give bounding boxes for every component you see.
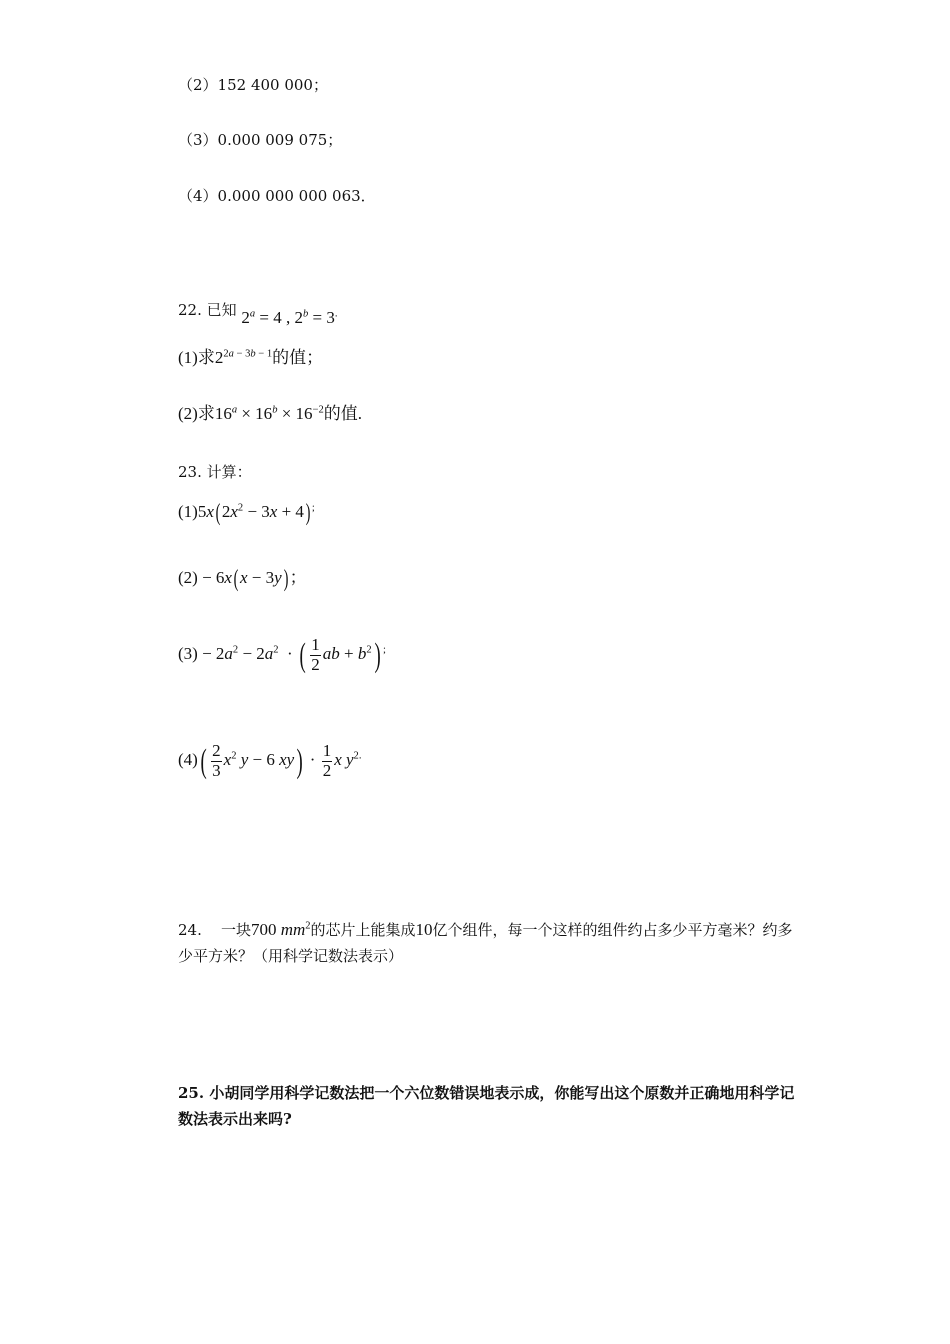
q23-p2-render: (2) − 6x(x − 3y)； [178, 566, 307, 592]
q22-part2-expr: $16^a \times 16^b \times 16^{-2}$ [214, 404, 324, 423]
q22-part1-label: (1)求 [178, 348, 215, 367]
q23-part-4 [178, 742, 361, 780]
q24-area: 700 $mm^2$ [250, 920, 311, 939]
q21-item-4: （4）0.000 000 000 063． [178, 187, 376, 205]
q24-text-pre: 一块 [220, 921, 251, 939]
q23-part-3 [178, 636, 386, 674]
q23-p4-render: (4)( $\frac{2}{3}$ $x^2$ y − 6 xy) · $\frac{1}{2}$ x $y^{2.}$ [178, 741, 362, 781]
q23-part-2 [178, 566, 307, 592]
q22-part1-expr: $2^{2a - 3b - 1}$ [214, 348, 273, 367]
q23-p3-render: $(3) - 2a^2 - 2a^2$ · ( $\frac{1}{2}$ ab + $b^2$) ; [178, 635, 386, 675]
q22-part1-tail: 的值； [272, 348, 324, 367]
q22-part-1 [178, 348, 323, 368]
q25-paragraph: 25. 小胡同学用科学记数法把一个六位数错误地表示成，你能写出这个原数并正确地用科学记数法表示出来吗? [178, 1084, 795, 1128]
q24-text-post: 亿个组件，每一个这样的组件约占多少平方毫米？约多少平方米？（用科学记数法表示） [178, 921, 793, 965]
q24-paragraph [178, 917, 798, 969]
q22-part-2 [178, 404, 362, 424]
q22-heading [178, 300, 338, 327]
q23-p1-render: $(1)5x(2x^2 - 3x + 4)$ ; [178, 500, 315, 526]
q24-text-mid: 的芯片上能集成 [310, 921, 416, 939]
q22-lead: 22. 已知 [178, 301, 237, 319]
q22-part2-label: (2)求 [178, 404, 215, 423]
q21-item-2: （2）152 400 000； [178, 76, 328, 94]
q23-heading: 23. 计算： [178, 463, 252, 481]
q22-part2-tail: 的值. [323, 404, 363, 423]
q22-given-render: $2^a = 4$ , $2^b = 3^.$ [241, 308, 338, 327]
q22-given [241, 308, 337, 327]
q24-count: 10 [415, 920, 433, 939]
q23-part-1 [178, 500, 315, 526]
q24-number: 24. [178, 921, 202, 939]
q21-item-3: （3）0.000 009 075； [178, 131, 343, 149]
